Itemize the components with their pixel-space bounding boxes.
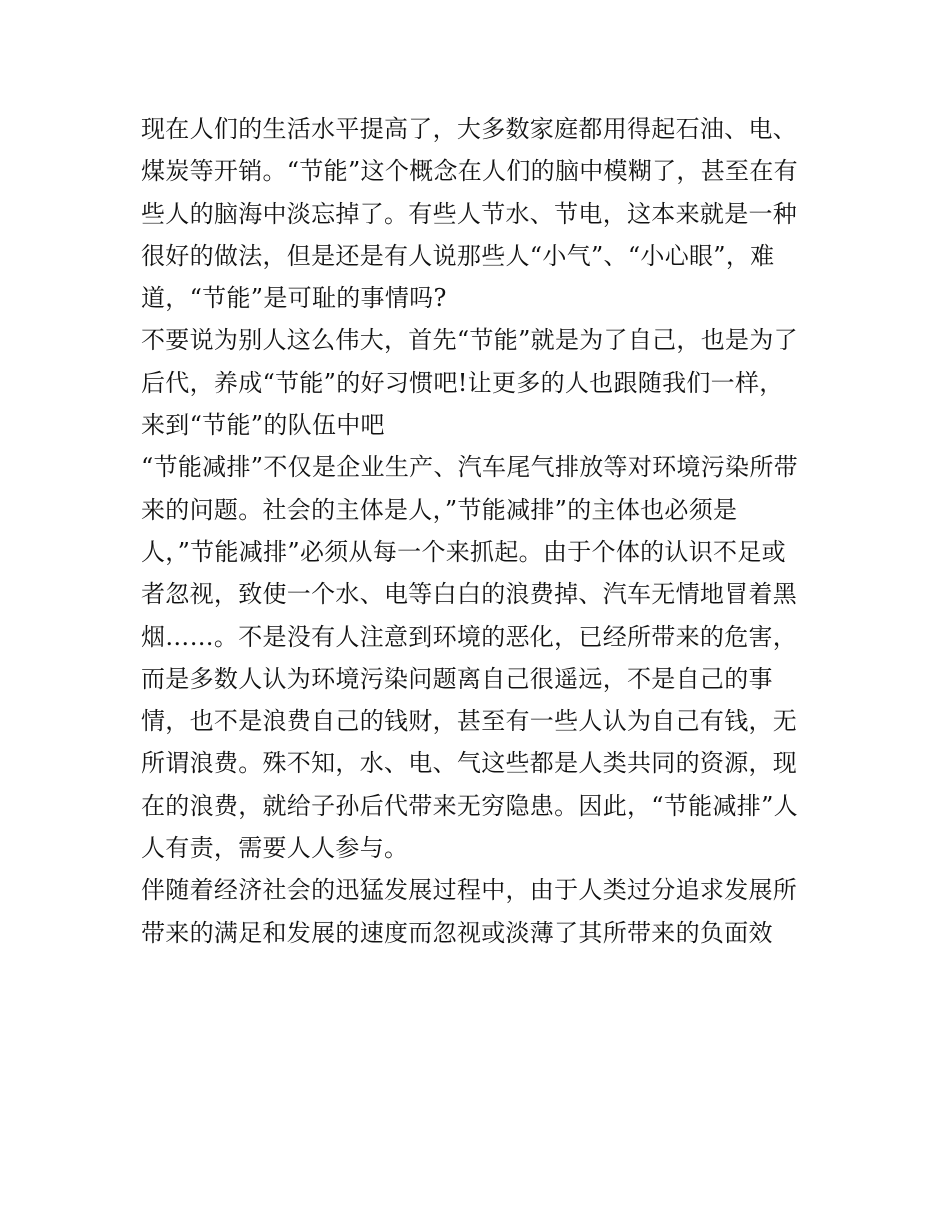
text-line: 所谓浪费。殊不知，水、电、气这些都是人类共同的资源，现 xyxy=(141,749,798,778)
text-line: 人有责，需要人人参与。 xyxy=(141,834,409,863)
text-line: 人，”节能减排”必须从每一个来抓起。由于个体的认识不足或 xyxy=(141,537,786,566)
text-line: 带来的满足和发展的速度而忽视或淡薄了其所带来的负面效 xyxy=(141,918,773,947)
body-text xyxy=(141,108,821,954)
text-line: 情，也不是浪费自己的钱财，甚至有一些人认为自己有钱，无 xyxy=(141,707,798,736)
text-line: 烟……。不是没有人注意到环境的恶化，已经所带来的危害， xyxy=(141,622,798,651)
text-line: 不要说为别人这么伟大，首先“节能”就是为了自己，也是为了 xyxy=(141,326,798,355)
text-line: 来的问题。社会的主体是人，”节能减排”的主体也必须是 xyxy=(141,495,738,524)
text-line: 伴随着经济社会的迅猛发展过程中，由于人类过分追求发展所 xyxy=(141,876,798,905)
text-line: 在的浪费，就给子孙后代带来无穷隐患。因此，“节能减排”人 xyxy=(141,791,798,820)
text-line: “节能减排”不仅是企业生产、汽车尾气排放等对环境污染所带 xyxy=(141,453,798,482)
text-line: 者忽视，致使一个水、电等白白的浪费掉、汽车无情地冒着黑 xyxy=(141,580,798,609)
text-line: 现在人们的生活水平提高了，大多数家庭都用得起石油、电、 xyxy=(141,115,798,143)
text-line: 很好的做法，但是还是有人说那些人“小气”、“小心眼”，难 xyxy=(141,241,775,270)
text-line: 煤炭等开销。“节能”这个概念在人们的脑中模糊了，甚至在有 xyxy=(141,157,798,186)
text-line: 来到“节能”的队伍中吧 xyxy=(141,411,385,440)
text-line: 后代，养成“节能”的好习惯吧!让更多的人也跟随我们一样， xyxy=(141,368,784,397)
text-line: 道，“节能”是可耻的事情吗? xyxy=(141,284,447,313)
text-line: 而是多数人认为环境污染问题离自己很遥远，不是自己的事 xyxy=(141,664,773,693)
text-line: 些人的脑海中淡忘掉了。有些人节水、节电，这本来就是一种 xyxy=(141,199,798,228)
